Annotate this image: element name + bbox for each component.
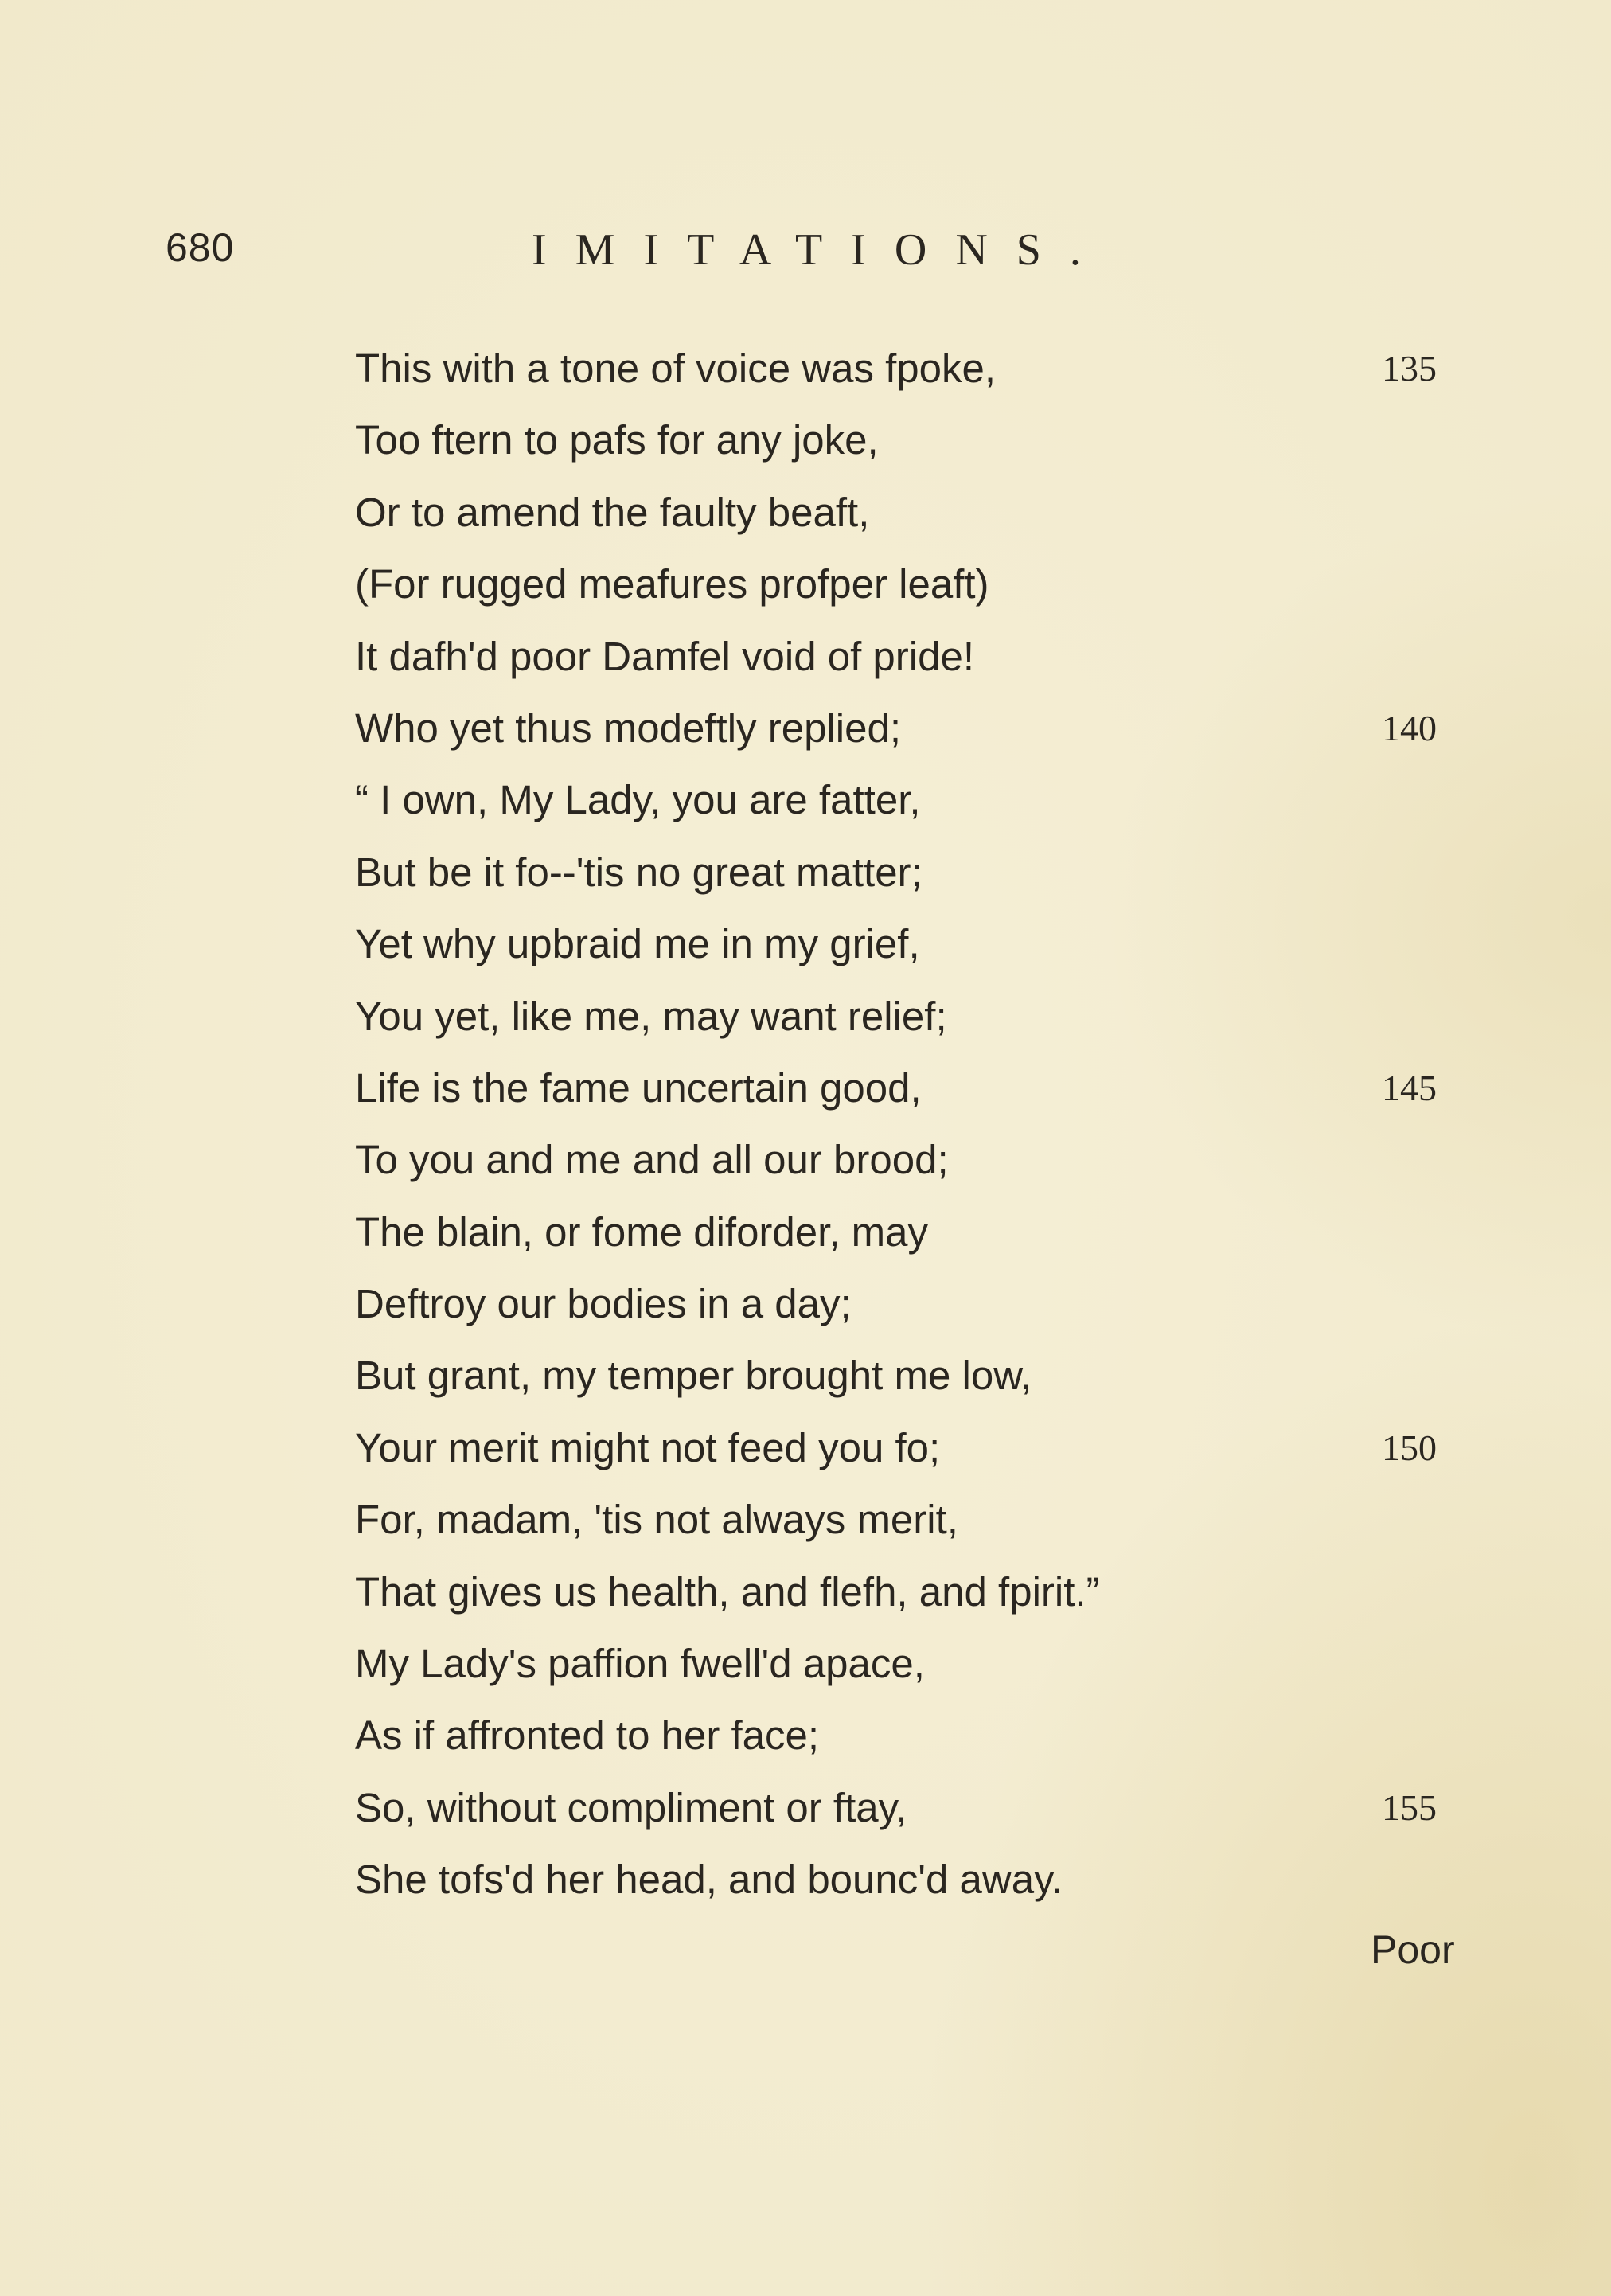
verse-text: She tofs'd her head, and bounc'd away. — [355, 1857, 1063, 1903]
verse-line — [355, 908, 1469, 980]
verse-line — [355, 1844, 1469, 1915]
verse-line — [355, 404, 1469, 476]
verse-text: Your merit might not feed you fo; — [355, 1424, 941, 1470]
verse-text: As if affronted to her face; — [355, 1712, 820, 1759]
verse-text: So, without compliment or ftay, — [355, 1784, 907, 1830]
verse-text: “ I own, My Lady, you are fatter, — [355, 777, 921, 823]
verse-line — [355, 1268, 1469, 1340]
verse-line — [355, 1124, 1469, 1196]
verse-line — [355, 549, 1469, 620]
line-number: 135 — [1382, 348, 1437, 389]
verse-text: Deftroy our bodies in a day; — [355, 1281, 852, 1327]
verse-line — [355, 1340, 1469, 1412]
verse-line — [355, 981, 1469, 1052]
line-number: 155 — [1382, 1786, 1437, 1828]
page-number: 680 — [166, 225, 235, 270]
verse-line — [355, 1412, 1469, 1484]
verse-line — [355, 1484, 1469, 1556]
line-number: 140 — [1382, 707, 1437, 748]
verse-text: For, madam, 'tis not always merit, — [355, 1497, 958, 1543]
verse-line — [355, 621, 1469, 693]
verse-line — [355, 1628, 1469, 1700]
verse-text: Yet why upbraid me in my grief, — [355, 921, 920, 967]
verse-text: This with a tone of voice was fpoke, — [355, 346, 997, 391]
page-header — [0, 225, 1611, 288]
verse-text: But be it fo--'tis no great matter; — [355, 849, 923, 895]
line-number: 150 — [1382, 1427, 1437, 1468]
verse-text: The blain, or fome diforder, may — [355, 1209, 929, 1255]
poem-body — [355, 333, 1469, 1916]
verse-text: Who yet thus modeftly replied; — [355, 705, 901, 751]
verse-text: To you and me and all our brood; — [355, 1137, 949, 1183]
verse-text: (For rugged meafures profper leaft) — [355, 561, 989, 607]
verse-text: Too ftern to pafs for any joke, — [355, 417, 879, 463]
verse-line — [355, 1197, 1469, 1268]
running-title: IMITATIONS. — [532, 225, 1110, 275]
verse-line — [355, 1052, 1469, 1124]
verse-line — [355, 477, 1469, 549]
verse-line — [355, 1772, 1469, 1844]
verse-text: It dafh'd poor Damfel void of pride! — [355, 633, 974, 679]
verse-line — [355, 693, 1469, 764]
verse-text: Or to amend the faulty beaft, — [355, 489, 870, 535]
line-number: 145 — [1382, 1067, 1437, 1108]
verse-line — [355, 1700, 1469, 1771]
verse-text: My Lady's paffion fwell'd apace, — [355, 1641, 925, 1687]
verse-text: You yet, like me, may want relief; — [355, 993, 947, 1039]
catchword: Poor — [1371, 1927, 1455, 1972]
verse-text: But grant, my temper brought me low, — [355, 1353, 1032, 1399]
verse-line — [355, 1556, 1469, 1628]
verse-text: That gives us health, and flefh, and fpirit.” — [355, 1568, 1100, 1615]
verse-line — [355, 333, 1469, 404]
verse-text: Life is the fame uncertain good, — [355, 1064, 922, 1111]
verse-line — [355, 837, 1469, 908]
verse-line — [355, 764, 1469, 836]
